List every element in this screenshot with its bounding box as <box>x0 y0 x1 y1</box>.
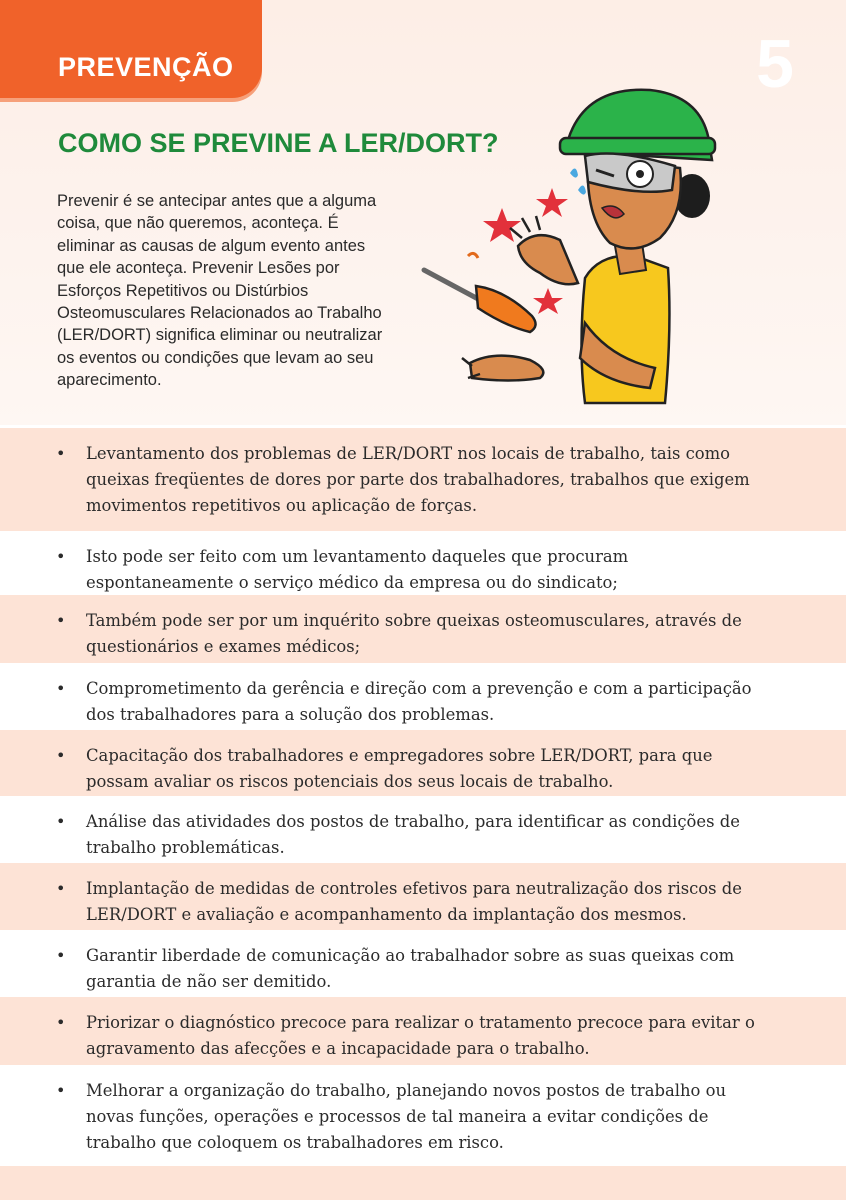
list-item <box>0 531 846 595</box>
list-item <box>0 997 846 1065</box>
list-item <box>0 663 846 730</box>
list-item-text: Levantamento dos problemas de LER/DORT nos locais de trabalho, tais como queixas freqüentes de dores por parte dos trabalhadores, trabalhos que exigem movimentos repetitivos ou aplicação de forças. <box>86 444 750 515</box>
list-item-text: Implantação de medidas de controles efetivos para neutralização dos riscos de LER/DORT e avaliação e acompanhamento da implantação dos mesmos. <box>86 879 742 924</box>
bullet: • <box>56 679 66 698</box>
list-item-text: Priorizar o diagnóstico precoce para realizar o tratamento precoce para evitar o agravamento das afecções e a incapacidade para o trabalho. <box>86 1013 755 1058</box>
bullet: • <box>56 879 66 898</box>
list-item-text: Capacitação dos trabalhadores e empregadores sobre LER/DORT, para que possam avaliar os riscos potenciais dos seus locais de trabalho. <box>86 746 713 791</box>
page-heading: COMO SE PREVINE A LER/DORT? <box>58 128 499 158</box>
list-item <box>0 595 846 663</box>
list-item-text: Isto pode ser feito com um levantamento daqueles que procuram espontaneamente o serviço médico da empresa ou do sindicato; <box>86 547 629 592</box>
list-item <box>0 1065 846 1168</box>
bullet: • <box>56 611 66 630</box>
list-item-text: Comprometimento da gerência e direção com a prevenção e com a participação dos trabalhadores para a solução dos problemas. <box>86 679 752 724</box>
bullet: • <box>56 812 66 831</box>
list-item-text: Também pode ser por um inquérito sobre queixas osteomusculares, através de questionários e exames médicos; <box>86 611 742 656</box>
list-item-text: Garantir liberdade de comunicação ao trabalhador sobre as suas queixas com garantia de não ser demitido. <box>86 946 735 991</box>
bullet: • <box>56 746 66 765</box>
intro-paragraph: Prevenir é se antecipar antes que a alguma coisa, que não queremos, aconteça. É eliminar as causas de algum evento antes que ele aconteça. Prevenir Lesões por Esforços Repetitivos ou Distúrbios Osteomusculares Relacionados ao Trabalho (LER/DORT) significa eliminar ou neutralizar os eventos ou condições que levam ao seu aparecimento. <box>57 192 383 390</box>
list-item-text: Melhorar a organização do trabalho, planejando novos postos de trabalho ou novas funções, operações e processos de tal maneira a evitar condições de trabalho que coloquem os trabalhadores em risco. <box>86 1081 727 1152</box>
footer-band <box>0 1166 846 1200</box>
bullet: • <box>56 444 66 463</box>
bullet: • <box>56 1013 66 1032</box>
list-item <box>0 863 846 930</box>
section-title: PREVENÇÃO <box>58 52 234 82</box>
prevention-list <box>0 428 846 1168</box>
bullet: • <box>56 946 66 965</box>
list-item-text: Análise das atividades dos postos de trabalho, para identificar as condições de trabalho problemáticas. <box>86 812 740 857</box>
list-item <box>0 428 846 531</box>
section-tab <box>0 0 262 98</box>
list-item <box>0 730 846 796</box>
worker-in-pain-with-screwdriver-icon <box>410 78 740 408</box>
list-item <box>0 796 846 863</box>
bullet: • <box>56 1081 66 1100</box>
bullet: • <box>56 547 66 566</box>
list-item <box>0 930 846 997</box>
page-number: 5 <box>756 26 794 102</box>
